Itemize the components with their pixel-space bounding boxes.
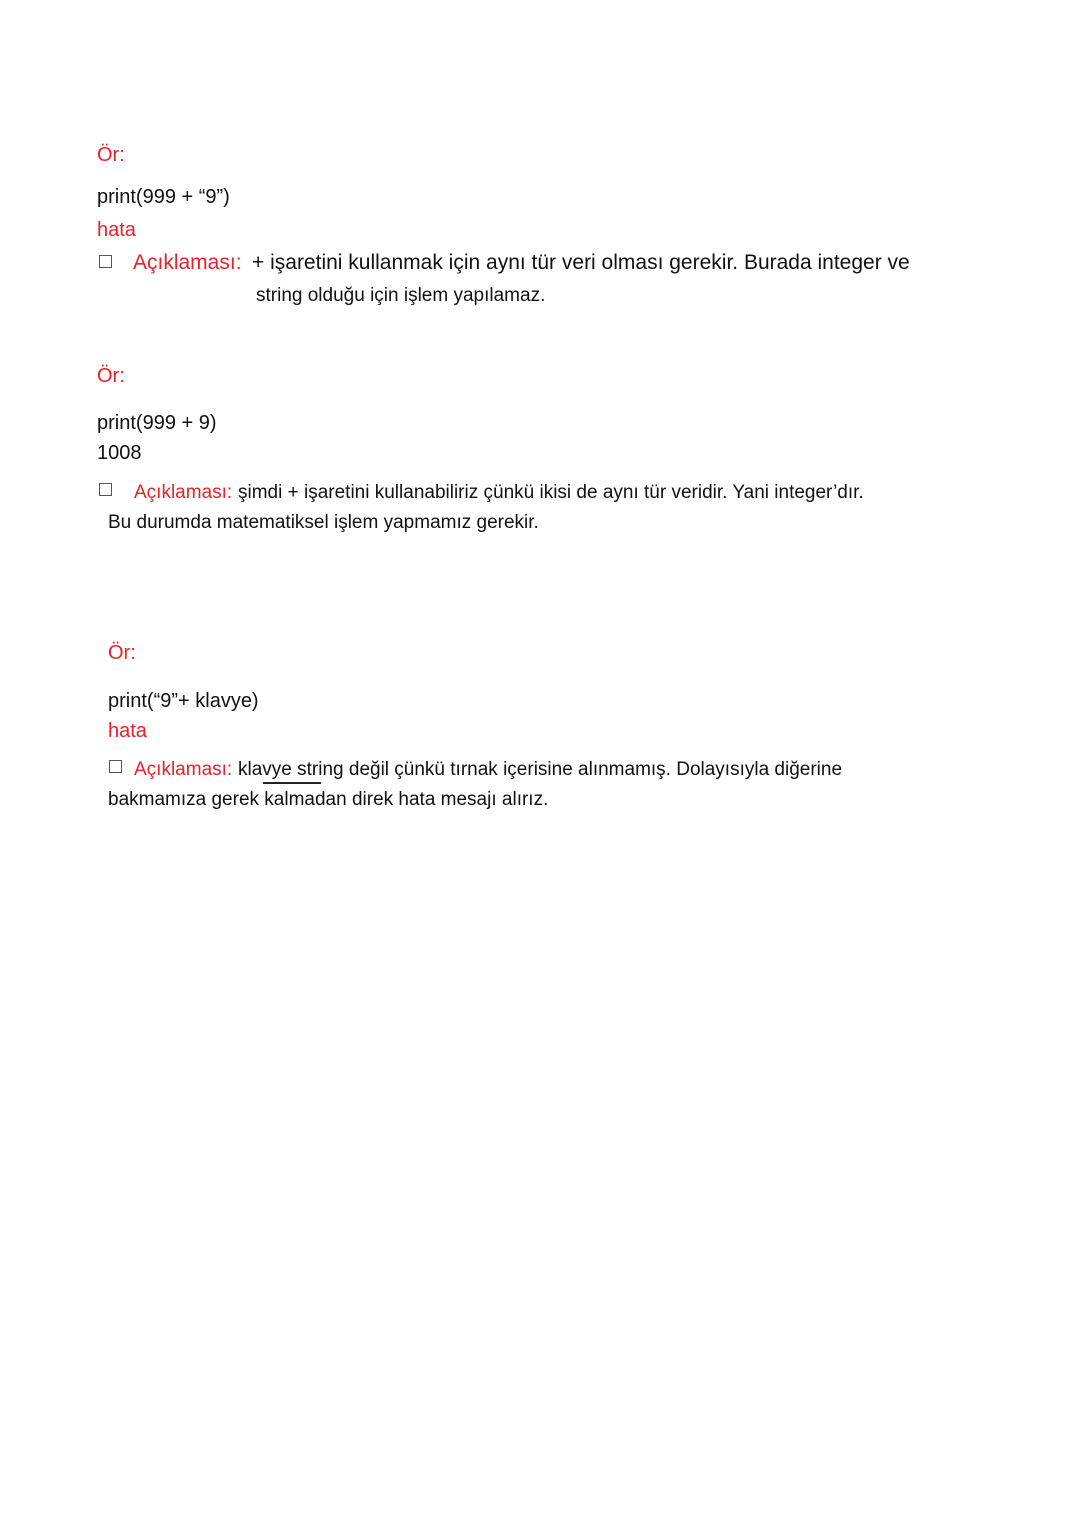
example2-result: 1008 <box>97 442 142 464</box>
bullet-box-icon <box>99 255 112 268</box>
example2-explanation-line1: şimdi + işaretini kullanabiliriz çünkü ikisi de aynı tür veridir. Yani integer’dır. <box>238 482 864 503</box>
example1-label: Ör: <box>97 144 125 166</box>
bullet-box-icon <box>109 760 122 773</box>
example3-explanation-label: Açıklaması: <box>134 759 233 780</box>
bullet-box-icon <box>99 483 112 496</box>
example1-explanation-line1: + işaretini kullanmak için aynı tür veri olması gerekir. Burada integer ve <box>252 251 910 274</box>
handwritten-underline-mark <box>263 782 321 784</box>
example2-label: Ör: <box>97 365 125 387</box>
example3-code: print(“9”+ klavye) <box>108 690 259 712</box>
example1-result: hata <box>97 219 136 241</box>
example2-explanation-label: Açıklaması: <box>134 482 233 503</box>
example3-label: Ör: <box>108 642 136 664</box>
example2-code: print(999 + 9) <box>97 412 217 434</box>
example2-explanation-line2: Bu durumda matematiksel işlem yapmamız gerekir. <box>108 512 539 533</box>
example3-explanation-line1: klavye string değil çünkü tırnak içerisine alınmamış. Dolayısıyla diğerine <box>238 759 843 780</box>
example3-explanation-line2: bakmamıza gerek kalmadan direk hata mesajı alırız. <box>108 789 549 810</box>
example1-code: print(999 + “9”) <box>97 186 230 208</box>
example1-explanation-label: Açıklaması: <box>133 251 242 274</box>
example1-explanation-line2: string olduğu için işlem yapılamaz. <box>256 285 546 306</box>
example3-result: hata <box>108 720 147 742</box>
